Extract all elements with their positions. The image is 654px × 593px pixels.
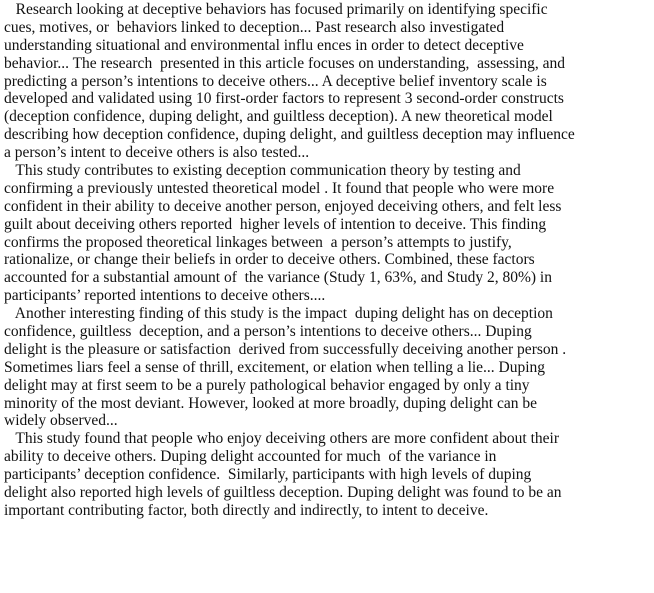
paragraph [4, 1, 650, 162]
text-line: describing how deception confidence, duping delight, and guiltless deception may influence [4, 126, 575, 144]
text-line: minority of the most deviant. However, looked at more broadly, duping delight can be [4, 394, 537, 412]
text-line: a person’s intent to deceive others is also tested... [4, 144, 310, 162]
text-line: guilt about deceiving others reported higher levels of intention to deceive. This finding [4, 215, 547, 233]
text-line: Another interesting finding of this study is the impact duping delight has on deception [4, 305, 553, 323]
text-line: understanding situational and environmental influ ences in order to detect deceptive [4, 36, 524, 54]
text-line: behavior... The research presented in this article focuses on understanding, assessing, and [4, 54, 565, 72]
text-line: participants’ deception confidence. Similarly, participants with high levels of duping [4, 466, 532, 484]
paragraph [4, 430, 650, 519]
paragraph [4, 162, 650, 305]
text-line: confirms the proposed theoretical linkages between a person’s attempts to justify, [4, 233, 512, 251]
text-line: Sometimes liars feel a sense of thrill, excitement, or elation when telling a lie... Duping [4, 358, 546, 376]
text-line: predicting a person’s intentions to deceive others... A deceptive belief inventory scale is [4, 72, 547, 90]
text-line: ability to deceive others. Duping delight accounted for much of the variance in [4, 448, 497, 466]
text-line: confirming a previously untested theoretical model . It found that people who were more [4, 179, 555, 197]
text-line: participants’ reported intentions to deceive others.... [4, 287, 326, 305]
text-line: This study found that people who enjoy deceiving others are more confident about their [4, 430, 559, 448]
text-line: confident in their ability to deceive another person, enjoyed deceiving others, and felt less [4, 197, 562, 215]
text-line: cues, motives, or behaviors linked to deception... Past research also investigated [4, 18, 505, 36]
paragraph [4, 305, 650, 430]
text-line: This study contributes to existing deception communication theory by testing and [4, 162, 521, 180]
text-line: important contributing factor, both directly and indirectly, to intent to deceive. [4, 501, 489, 519]
text-line: delight also reported high levels of guiltless deception. Duping delight was found to be an [4, 484, 562, 502]
text-line: rationalize, or change their beliefs in order to deceive others. Combined, these factors [4, 251, 535, 269]
text-line: delight may at first seem to be a purely pathological behavior engaged by only a tiny [4, 376, 530, 394]
text-line: accounted for a substantial amount of the variance (Study 1, 63%, and Study 2, 80%) in [4, 269, 552, 287]
text-line: confidence, guiltless deception, and a person’s intentions to deceive others... Duping [4, 323, 532, 341]
text-line: widely observed... [4, 412, 118, 430]
text-line: (deception confidence, duping delight, and guiltless deception). A new theoretical model [4, 108, 553, 126]
text-line: Research looking at deceptive behaviors has focused primarily on identifying specific [4, 1, 548, 18]
text-line: developed and validated using 10 first-order factors to represent 3 second-order constructs [4, 90, 564, 108]
text-line: delight is the pleasure or satisfaction derived from successfully deceiving another person . [4, 340, 567, 358]
